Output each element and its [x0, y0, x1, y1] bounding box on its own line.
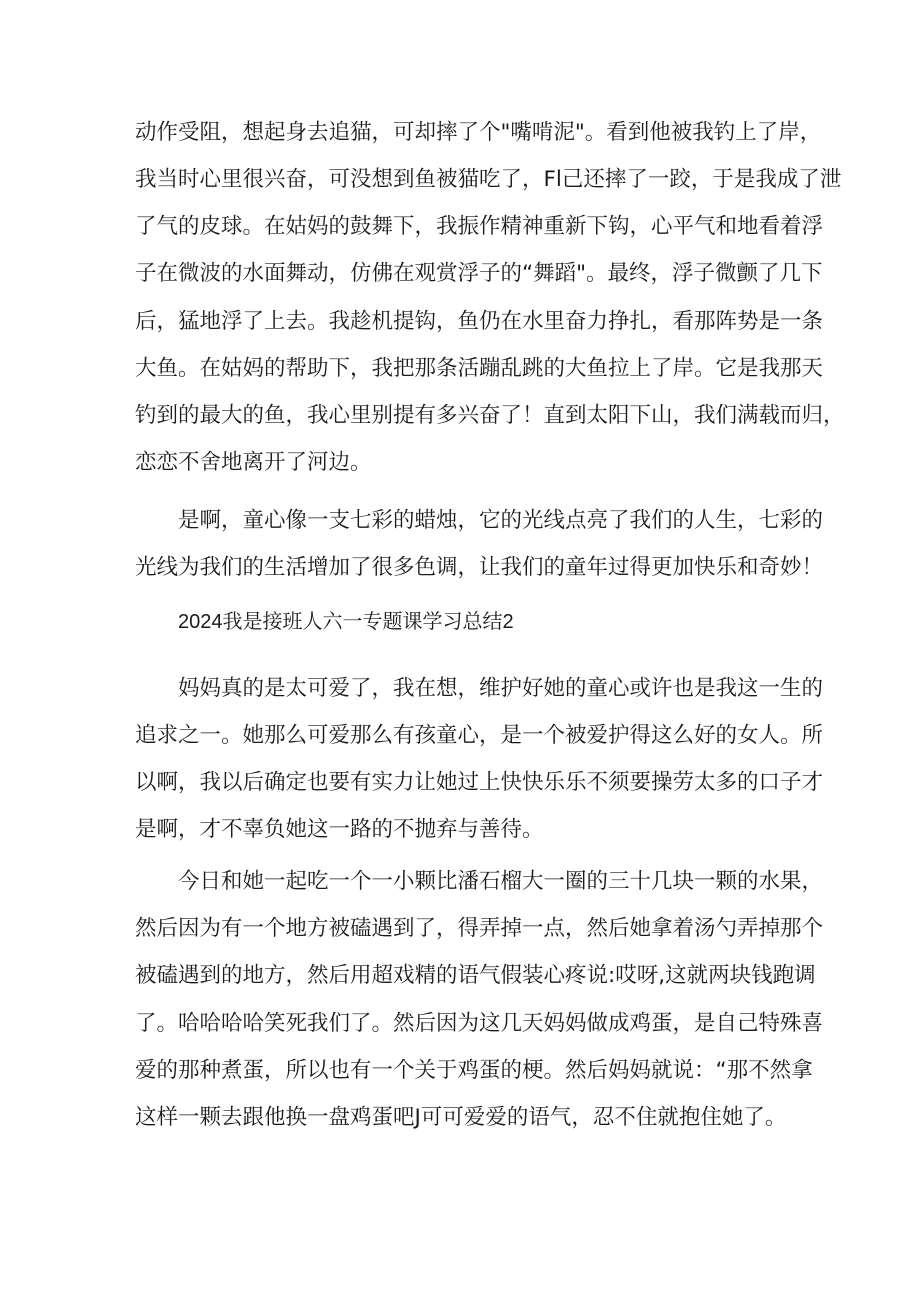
paragraph-line: 是啊，才不辜负她这一路的不抛弃与善待。 — [135, 817, 544, 842]
paragraph-line: 然后因为有一个地方被磕遇到了，得弄掉一点，然后她拿着汤勺弄掉那个 — [135, 916, 824, 941]
paragraph-line: 是啊，童心像一支七彩的蜡烛，它的光线点亮了我们的人生，七彩的 — [178, 508, 824, 533]
paragraph-line: 了。哈哈哈哈笑死我们了。然后因为这几天妈妈做成鸡蛋，是自己特殊喜 — [135, 1011, 824, 1036]
paragraph-line: 恋恋不舍地离开了河边。 — [135, 450, 372, 475]
paragraph-line: 我当时心里很兴奋，可没想到鱼被猫吃了，Fl己还摔了一跤，于是我成了泄 — [135, 167, 842, 192]
section-heading: 2024我是接班人六一专题课学习总结2 — [178, 611, 514, 633]
paragraph-line: 今日和她一起吃一个一小颗比潘石榴大一圈的三十几块一颗的水果， — [178, 869, 824, 894]
paragraph-line: 子在微波的水面舞动，仿佛在观赏浮子的“舞蹈"。最终，浮子微颤了几下 — [135, 261, 823, 286]
paragraph-line: 后，猛地浮了上去。我趁机提钩，鱼仍在水里奋力挣扎，看那阵势是一条 — [135, 309, 824, 334]
paragraph-line: 钓到的最大的鱼，我心里别提有多兴奋了！直到太阳下山，我们满载而归， — [135, 403, 845, 428]
paragraph-line: 光线为我们的生活增加了很多色调，让我们的童年过得更加快乐和奇妙！ — [135, 555, 824, 580]
paragraph-line: 被磕遇到的地方，然后用超戏精的语气假装心疼说:哎呀,这就两块钱跑调 — [135, 963, 816, 988]
paragraph-line: 动作受阻，想起身去追猫，可却摔了个"嘴啃泥"。看到他被我钓上了岸， — [135, 120, 822, 145]
paragraph-line: 爱的那种煮蛋，所以也有一个关于鸡蛋的梗。然后妈妈就说：“那不然拿 — [135, 1058, 813, 1083]
paragraph-line: 了气的皮球。在姑妈的鼓舞下，我振作精神重新下钩，心平气和地看着浮 — [135, 214, 824, 239]
paragraph-line: 追求之一。她那么可爱那么有孩童心，是一个被爱护得这么好的女人。所 — [135, 723, 824, 748]
paragraph-line: 大鱼。在姑妈的帮助下，我把那条活蹦乱跳的大鱼拉上了岸。它是我那天 — [135, 356, 824, 381]
paragraph-line: 妈妈真的是太可爱了，我在想，维护好她的童心或许也是我这一生的 — [178, 676, 824, 701]
paragraph-line: 以啊，我以后确定也要有实力让她过上快快乐乐不须要操劳太多的口子才 — [135, 770, 824, 795]
paragraph-line: 这样一颗去跟他换一盘鸡蛋吧J可可爱爱的语气，忍不住就抱住她了。 — [135, 1105, 787, 1130]
